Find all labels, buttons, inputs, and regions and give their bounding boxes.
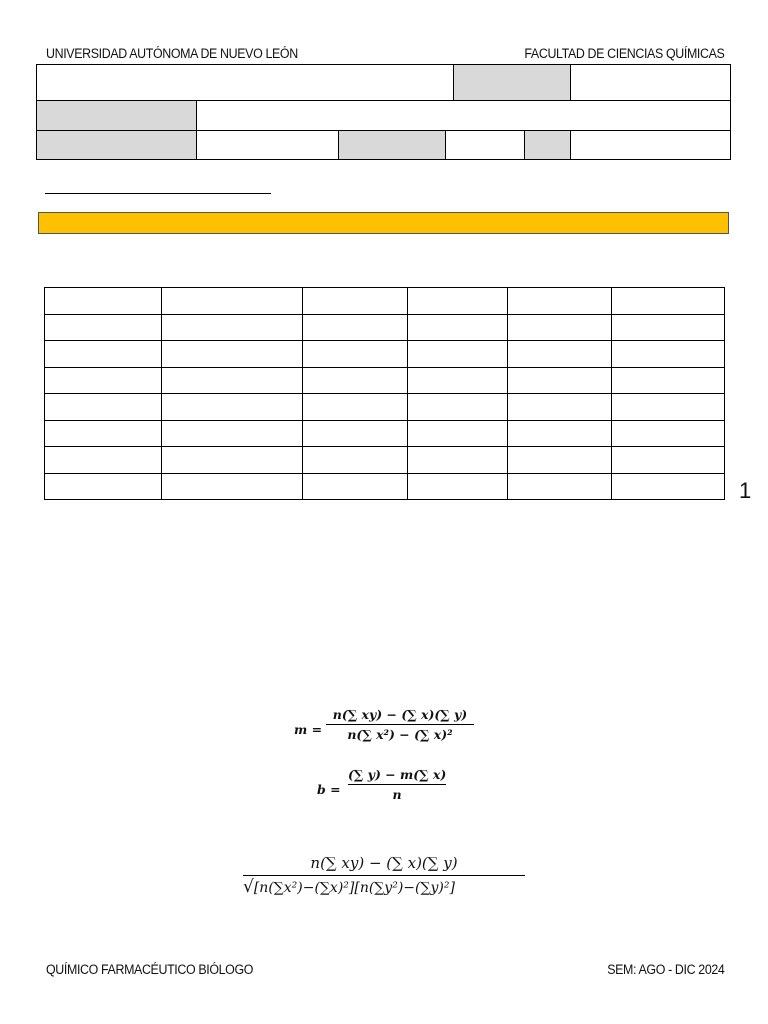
table-cell[interactable] (162, 420, 303, 447)
table-cell[interactable] (612, 288, 725, 315)
group-label-cell (339, 131, 446, 160)
table-cell[interactable] (303, 394, 408, 421)
table-cell[interactable] (162, 341, 303, 368)
table-cell[interactable] (162, 447, 303, 474)
id-label-cell (37, 131, 197, 160)
table-cell[interactable] (612, 473, 725, 500)
table-cell[interactable] (303, 473, 408, 500)
faculty-name: FACULTAD DE CIENCIAS QUÍMICAS (523, 46, 724, 61)
slope-fraction (326, 707, 474, 742)
table-cell[interactable] (508, 473, 612, 500)
intercept-numerator: (∑ y) − m(∑ x) (348, 767, 447, 782)
correlation-formula (243, 854, 525, 897)
table-cell[interactable] (612, 314, 725, 341)
table-cell[interactable] (508, 447, 612, 474)
table-row (45, 420, 725, 447)
table-cell[interactable] (612, 420, 725, 447)
title-underline (45, 193, 271, 194)
university-name: UNIVERSIDAD AUTÓNOMA DE NUEVO LEÓN (46, 46, 298, 61)
section-banner (38, 212, 729, 234)
slope-denominator: n(∑ x²) − (∑ x)² (326, 724, 474, 742)
table-cell[interactable] (162, 288, 303, 315)
data-table (44, 287, 725, 500)
correlation-numerator: n(∑ xy) − (∑ x)(∑ y) (310, 854, 458, 872)
table-cell[interactable] (408, 394, 508, 421)
team-label-cell (525, 131, 571, 160)
table-cell[interactable] (45, 314, 162, 341)
table-row (45, 314, 725, 341)
table-cell[interactable] (162, 473, 303, 500)
table-cell[interactable] (408, 314, 508, 341)
correlation-radicand: [n(∑x²)−(∑x)²][n(∑y²)−(∑y)²] (253, 880, 455, 896)
table-cell[interactable] (162, 394, 303, 421)
table-row (45, 341, 725, 368)
slope-symbol: m = (294, 722, 323, 737)
table-cell[interactable] (508, 394, 612, 421)
table-cell[interactable] (612, 341, 725, 368)
table-cell[interactable] (508, 420, 612, 447)
table-cell[interactable] (45, 420, 162, 447)
table-cell[interactable] (408, 341, 508, 368)
page-number: 1 (739, 478, 752, 503)
header-form-table (36, 64, 731, 160)
table-cell[interactable] (303, 288, 408, 315)
table-row (45, 394, 725, 421)
intercept-fraction (348, 767, 446, 802)
table-cell[interactable] (45, 341, 162, 368)
table-cell[interactable] (508, 341, 612, 368)
table-cell[interactable] (408, 288, 508, 315)
table-cell[interactable] (612, 367, 725, 394)
id-field[interactable] (197, 131, 339, 160)
table-cell[interactable] (408, 447, 508, 474)
table-cell[interactable] (45, 367, 162, 394)
date-field[interactable] (571, 65, 731, 101)
table-cell[interactable] (303, 420, 408, 447)
table-cell[interactable] (303, 314, 408, 341)
slope-numerator: n(∑ xy) − (∑ x)(∑ y) (332, 707, 468, 722)
table-cell[interactable] (45, 447, 162, 474)
square-root-icon: √ (243, 877, 254, 897)
table-cell[interactable] (508, 314, 612, 341)
practice-name-field[interactable] (37, 65, 454, 101)
table-cell[interactable] (612, 394, 725, 421)
table-row (45, 473, 725, 500)
table-cell[interactable] (303, 447, 408, 474)
date-label-cell (454, 65, 571, 101)
group-field[interactable] (446, 131, 525, 160)
team-field[interactable] (571, 131, 731, 160)
intercept-symbol: b = (317, 782, 341, 797)
table-cell[interactable] (45, 394, 162, 421)
student-name-field[interactable] (197, 101, 731, 131)
table-cell[interactable] (162, 314, 303, 341)
table-cell[interactable] (612, 447, 725, 474)
student-label-cell (37, 101, 197, 131)
table-row (45, 447, 725, 474)
table-cell[interactable] (303, 341, 408, 368)
table-cell[interactable] (408, 367, 508, 394)
table-cell[interactable] (408, 473, 508, 500)
table-cell[interactable] (162, 367, 303, 394)
intercept-denominator: n (348, 784, 446, 802)
table-cell[interactable] (408, 420, 508, 447)
table-row (45, 367, 725, 394)
table-row (45, 288, 725, 315)
program-name: QUÍMICO FARMACÉUTICO BIÓLOGO (46, 962, 254, 977)
table-cell[interactable] (508, 367, 612, 394)
semester-label: SEM: AGO - DIC 2024 (606, 962, 724, 977)
regression-formulas (286, 701, 483, 814)
table-cell[interactable] (45, 473, 162, 500)
table-cell[interactable] (303, 367, 408, 394)
table-cell[interactable] (508, 288, 612, 315)
table-cell[interactable] (45, 288, 162, 315)
correlation-denominator (243, 875, 525, 897)
